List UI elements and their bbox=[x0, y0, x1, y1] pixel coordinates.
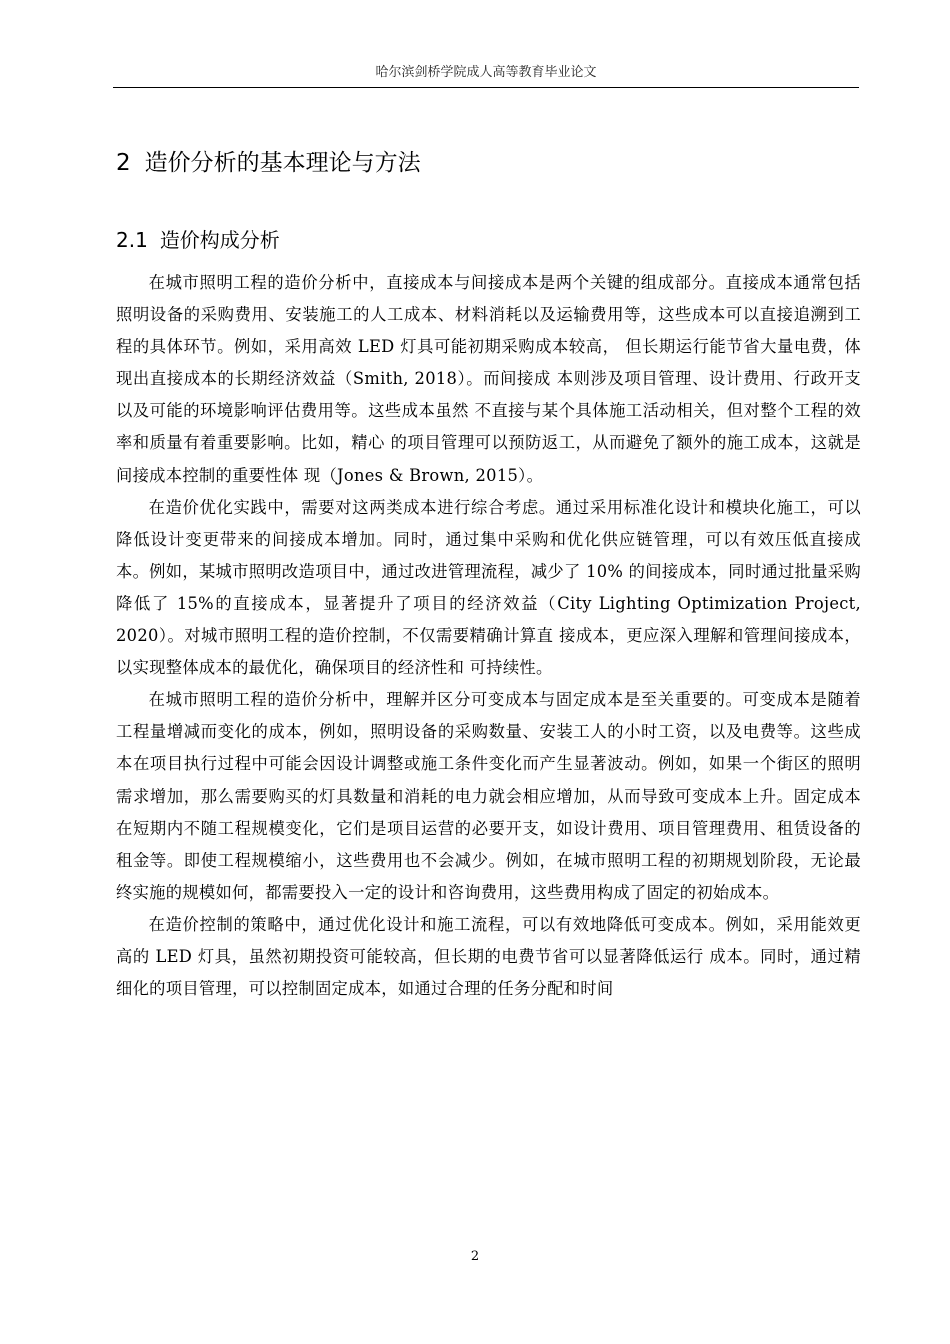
header-divider bbox=[113, 87, 859, 88]
paragraph-2: 在造价优化实践中，需要对这两类成本进行综合考虑。通过采用标准化设计和模块化施工，可以降低设计变更带来的间接成本增加。同时，通过集中采购和优化供应链管理，可以有效压低直接成本。例如，某城市照明改造项目中，通过改进管理流程，减少了 10% 的间接成本，同时通过批量采购降低了 15%的直接成本，显著提升了项目的经济效益（City Lighting Optimization Project, 2020）。对城市照明工程的造价控制，不仅需要精确计算直 接成本，更应深入理解和管理间接成本，以实现整体成本的最优化，确保项目的经济性和 可持续性。 bbox=[116, 497, 861, 678]
chapter-title: 造价分析的基本理论与方法 bbox=[144, 150, 421, 176]
section-title: 造价构成分析 bbox=[159, 228, 280, 252]
body-text bbox=[116, 267, 861, 1005]
paragraph-1: 在城市照明工程的造价分析中，直接成本与间接成本是两个关键的组成部分。直接成本通常包括照明设备的采购费用、安装施工的人工成本、材料消耗以及运输费用等，这些成本可以直接追溯到工程的具体环节。例如，采用高效 LED 灯具可能初期采购成本较高， 但长期运行能节省大量电费，体现出直接成本的长期经济效益（Smith, 2018）。而间接成 本则涉及项目管理、设计费用、行政开支以及可能的环境影响评估费用等。这些成本虽然 不直接与某个具体施工活动相关，但对整个工程的效率和质量有着重要影响。比如，精心 的项目管理可以预防返工，从而避免了额外的施工成本，这就是间接成本控制的重要性体 现（Jones & Brown, 2015）。 bbox=[116, 273, 861, 485]
paragraph-4: 在造价控制的策略中，通过优化设计和施工流程，可以有效地降低可变成本。例如，采用能效更高的 LED 灯具，虽然初期投资可能较高，但长期的电费节省可以显著降低运行 成本。同时，通过精细化的项目管理，可以控制固定成本，如通过合理的任务分配和时间 bbox=[116, 914, 861, 999]
section-heading bbox=[116, 225, 280, 255]
section-number: 2.1 bbox=[116, 228, 148, 252]
paragraph-3: 在城市照明工程的造价分析中，理解并区分可变成本与固定成本是至关重要的。可变成本是随着工程量增减而变化的成本，例如，照明设备的采购数量、安装工人的小时工资，以及电费等。这些成本在项目执行过程中可能会因设计调整或施工条件变化而产生显著波动。例如，如果一个街区的照明需求增加，那么需要购买的灯具数量和消耗的电力就会相应增加，从而导致可变成本上升。固定成本在短期内不随工程规模变化，它们是项目运营的必要开支，如设计费用、项目管理费用、租赁设备的租金等。即使工程规模缩小，这些费用也不会减少。例如，在城市照明工程的初期规划阶段，无论最终实施的规模如何，都需要投入一定的设计和咨询费用，这些费用构成了固定的初始成本。 bbox=[116, 690, 861, 902]
running-header: 哈尔滨剑桥学院成人高等教育毕业论文 bbox=[375, 65, 597, 80]
chapter-heading bbox=[116, 146, 421, 180]
chapter-number: 2 bbox=[116, 150, 131, 176]
page-number: 2 bbox=[470, 1249, 480, 1264]
